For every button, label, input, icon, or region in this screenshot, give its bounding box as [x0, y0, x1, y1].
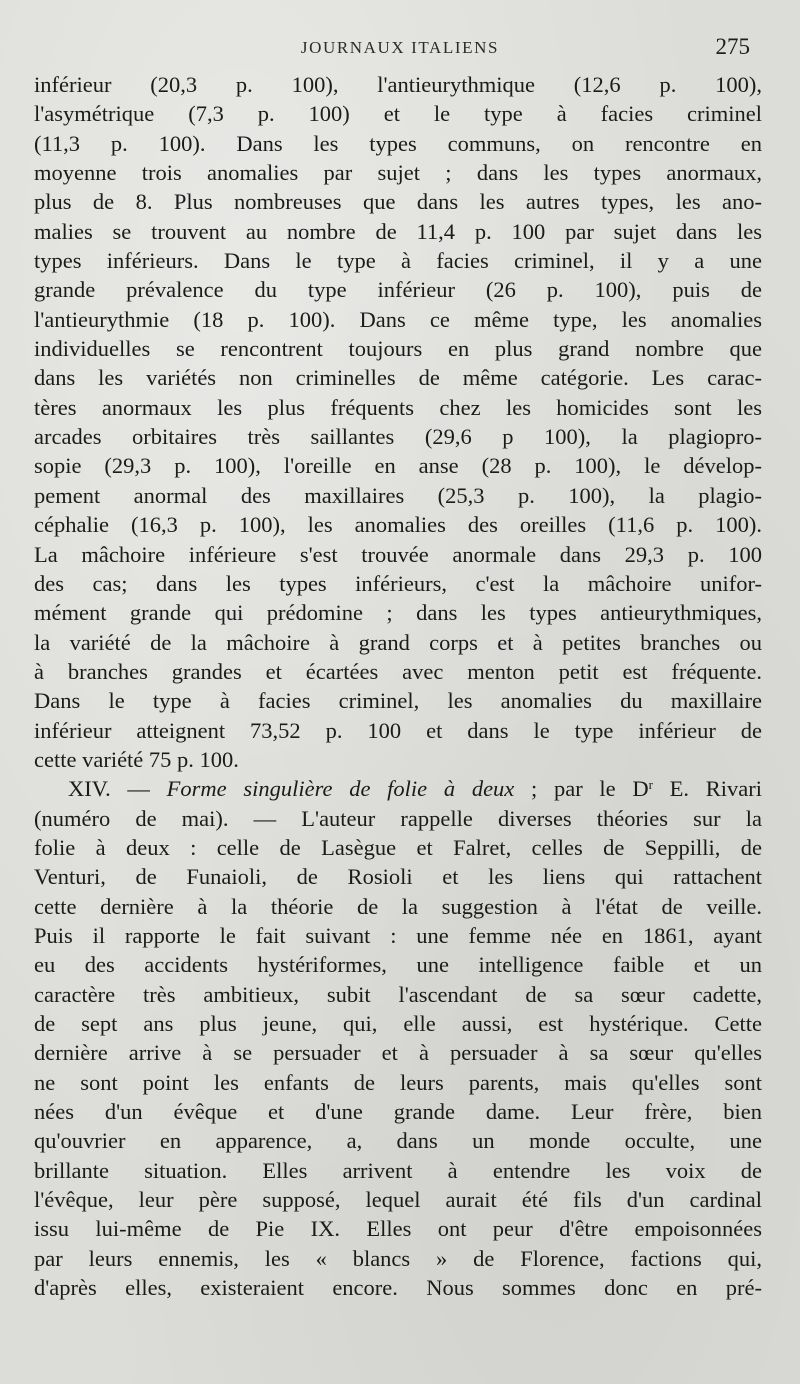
text-line: l'évêque, leur père supposé, lequel aurait été fils d'un cardinal: [34, 1187, 762, 1213]
text-line: dans les variétés non criminelles de même catégorie. Les carac-: [34, 365, 762, 391]
text-line: céphalie (16,3 p. 100), les anomalies des oreilles (11,6 p. 100).: [34, 512, 762, 538]
text-line: inférieur atteignent 73,52 p. 100 et dans le type inférieur de: [34, 717, 762, 743]
text-line: caractère très ambitieux, subit l'ascendant de sa sœur cadette,: [34, 981, 762, 1007]
text-line: types inférieurs. Dans le type à facies criminel, il y a une: [34, 248, 762, 274]
text-line: issu lui-même de Pie IX. Elles ont peur d'être empoisonnées: [34, 1216, 762, 1242]
text-line: individuelles se rencontrent toujours en plus grand nombre que: [34, 336, 762, 362]
paragraph-end-line: cette variété 75 p. 100.: [34, 746, 239, 772]
text-line: arcades orbitaires très saillantes (29,6 p 100), la plagiopro-: [34, 424, 762, 450]
text-line: à branches grandes et écartées avec menton petit est fréquente.: [34, 658, 762, 684]
text-line: qu'ouvrier en apparence, a, dans un monde occulte, une: [34, 1128, 762, 1154]
text-line: de sept ans plus jeune, qui, elle aussi, est hystérique. Cette: [34, 1011, 762, 1036]
text-line: grande prévalence du type inférieur (26 p. 100), puis de: [34, 277, 762, 303]
section-byline: ; par le D: [514, 776, 649, 802]
text-line: La mâchoire inférieure s'est trouvée anormale dans 29,3 p. 100: [34, 541, 762, 567]
text-line: nées d'un évêque et d'une grande dame. Leur frère, bien: [34, 1099, 762, 1125]
text-line: Venturi, de Funaioli, de Rosioli et les liens qui rattachent: [34, 864, 762, 890]
section-author: E. Rivari: [652, 776, 762, 802]
text-line: inférieur (20,3 p. 100), l'antieurythmique (12,6 p. 100),: [34, 72, 762, 97]
text-line: dernière arrive à se persuader et à persuader à sa sœur qu'elles: [34, 1040, 762, 1066]
text-line: (11,3 p. 100). Dans les types communs, on rencontre en: [34, 130, 762, 156]
text-line: eu des accidents hystériformes, une intelligence faible et un: [34, 952, 762, 978]
text-line: mément grande qui prédomine ; dans les types antieurythmiques,: [34, 600, 762, 626]
text-line: l'antieurythmie (18 p. 100). Dans ce même type, les anomalies: [34, 306, 762, 332]
text-line: d'après elles, existeraient encore. Nous sommes donc en pré-: [34, 1275, 762, 1301]
text-line: moyenne trois anomalies par sujet ; dans les types anormaux,: [34, 160, 762, 186]
text-line: par leurs ennemis, les « blancs » de Florence, factions qui,: [34, 1245, 762, 1271]
text-line: Dans le type à facies criminel, les anomalies du maxillaire: [34, 688, 762, 714]
text-line: des cas; dans les types inférieurs, c'est la mâchoire unifor-: [34, 570, 762, 596]
text-line: cette dernière à la théorie de la suggestion à l'état de veille.: [34, 893, 762, 919]
page-header: [0, 34, 800, 64]
page-number: 275: [715, 34, 750, 59]
text-line: ne sont point les enfants de leurs parents, mais qu'elles sont: [34, 1069, 762, 1095]
section-heading-xiv: [34, 774, 762, 803]
text-line: l'asymétrique (7,3 p. 100) et le type à facies criminel: [34, 101, 762, 127]
text-line: (numéro de mai). — L'auteur rappelle diverses théories sur la: [34, 805, 762, 831]
section-numeral: XIV. —: [68, 776, 167, 802]
text-line: pement anormal des maxillaires (25,3 p. 100), la plagio-: [34, 482, 762, 508]
text-line: plus de 8. Plus nombreuses que dans les autres types, les ano-: [34, 189, 762, 215]
text-line: brillante situation. Elles arrivent à entendre les voix de: [34, 1157, 762, 1183]
text-line: folie à deux : celle de Lasègue et Falret, celles de Seppilli, de: [34, 834, 762, 860]
text-line: malies se trouvent au nombre de 11,4 p. 100 par sujet dans les: [34, 218, 762, 244]
text-line: tères anormaux les plus fréquents chez les homicides sont les: [34, 394, 762, 420]
text-line: la variété de la mâchoire à grand corps et à petites branches ou: [34, 629, 762, 655]
text-line: sopie (29,3 p. 100), l'oreille en anse (28 p. 100), le dévelop-: [34, 453, 762, 479]
section-title: Forme singulière de folie à deux: [166, 776, 515, 802]
text-line: Puis il rapporte le fait suivant : une femme née en 1861, ayant: [34, 922, 762, 948]
body-text: [34, 70, 762, 1302]
doctor-abbrev-superscript: r: [648, 777, 653, 793]
running-title: JOURNAUX ITALIENS: [300, 38, 500, 57]
